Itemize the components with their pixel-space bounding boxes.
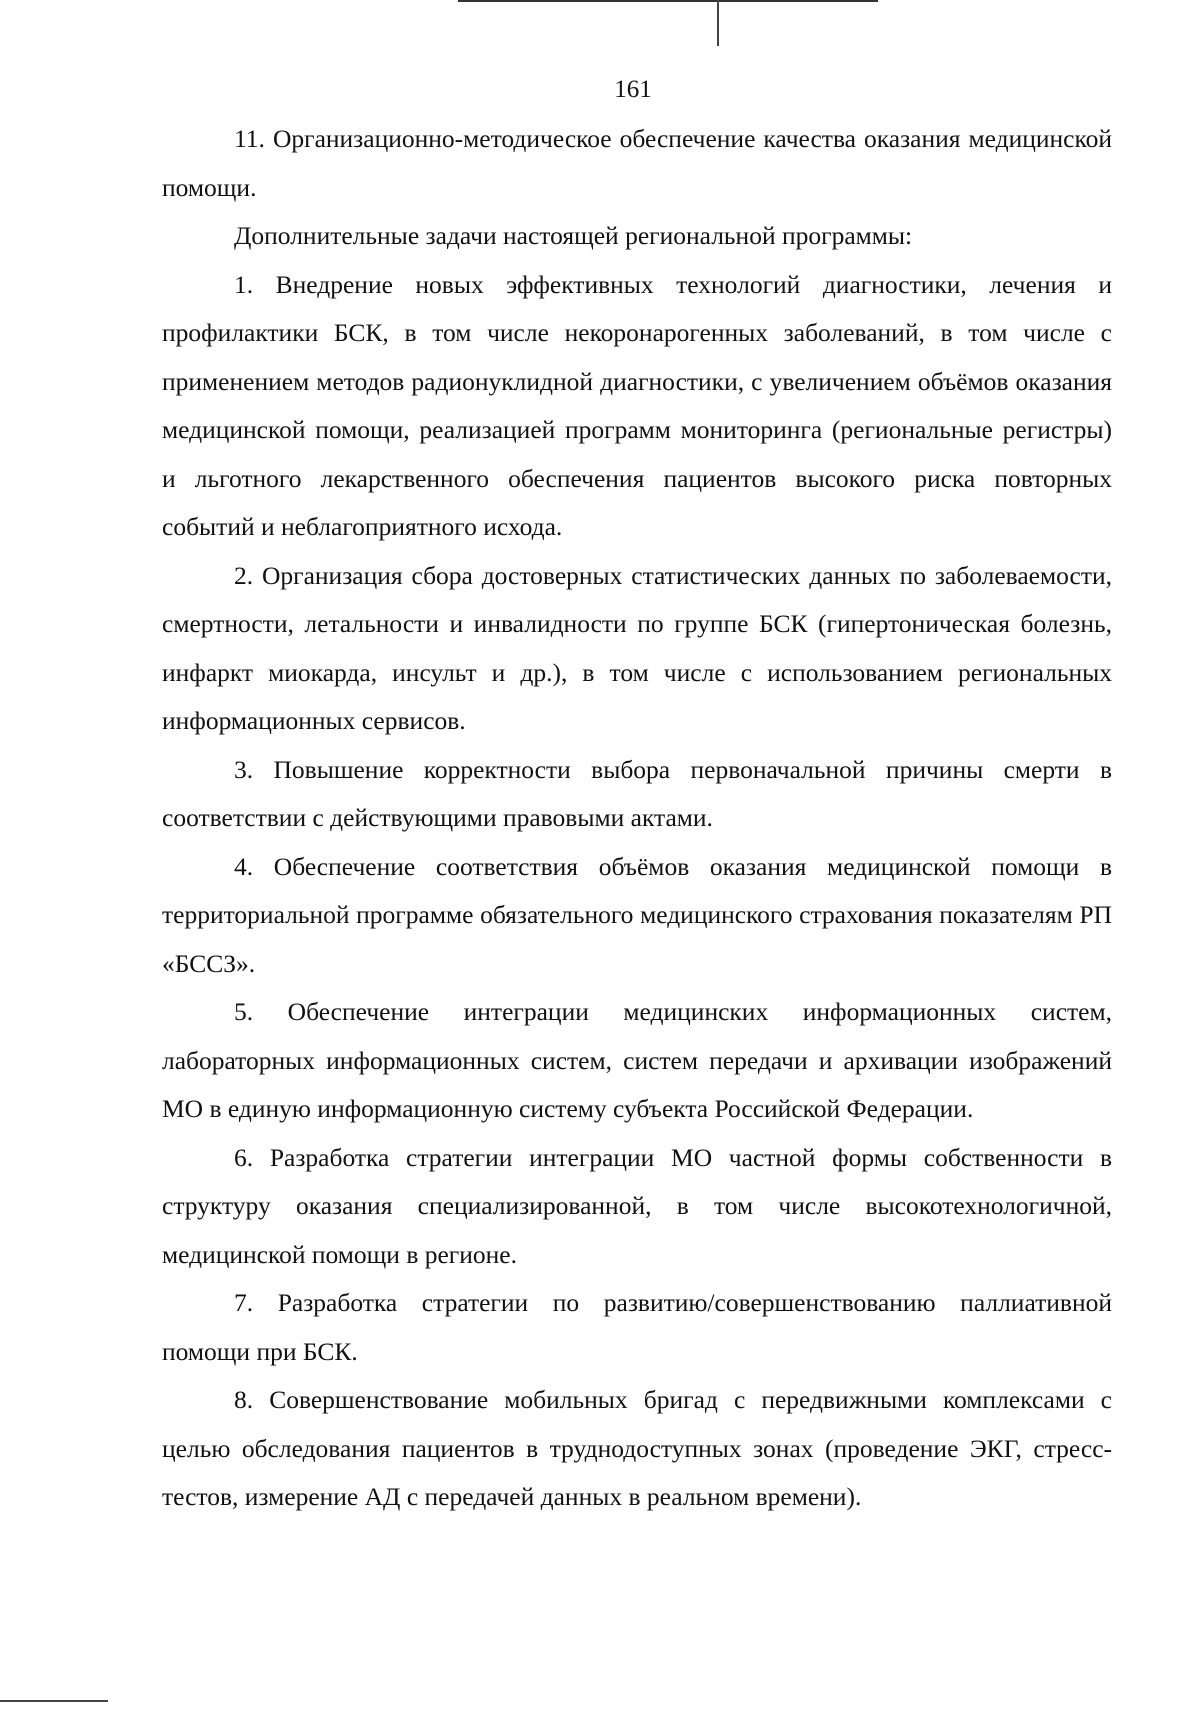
paragraph-additional-tasks-heading: Дополнительные задачи настоящей региональной программы: xyxy=(234,221,913,250)
paragraph-task-8: 8. Совершенствование мобильных бригад с передвижными комплексами с целью обследования пациентов в труднодоступных зонах (проведение ЭКГ, стресс-тестов, измерение АД с передачей данных в реальном времени). xyxy=(162,1385,1112,1511)
paragraph-task-6: 6. Разработка стратегии интеграции МО частной формы собственности в структуру оказания специализированной, в том числе высокотехнологичной, медицинской помощи в регионе. xyxy=(162,1142,1112,1269)
paragraph-task-4: 4. Обеспечение соответствия объёмов оказания медицинской помощи в территориальной программе обязательного медицинского страхования показателям РП «БССЗ». xyxy=(162,851,1112,978)
document-body xyxy=(162,115,1112,1522)
paragraph-task-1: 1. Внедрение новых эффективных технологий диагностики, лечения и профилактики БСК, в том числе некоронарогенных заболеваний, в том числе с применением методов радионуклидной диагностики, с увеличением объёмов оказания медицинской помощи, реализацией программ мониторинга (региональные регистры) и льготного лекарственного обеспечения пациентов высокого риска повторных событий и неблагоприятного исхода. xyxy=(162,269,1112,541)
paragraph-task-2: 2. Организация сбора достоверных статистических данных по заболеваемости, смертности, летальности и инвалидности по группе БСК (гипертоническая болезнь, инфаркт миокарда, инсульт и др.), в том числе с использованием региональных информационных сервисов. xyxy=(162,560,1112,735)
paragraph-task-7: 7. Разработка стратегии по развитию/совершенствованию паллиативной помощи при БСК. xyxy=(162,1288,1112,1366)
paragraph-item-11: 11. Организационно-методическое обеспечение качества оказания медицинской помощи. xyxy=(162,124,1112,202)
scan-bottom-rule xyxy=(0,1700,108,1702)
scan-top-tick xyxy=(717,0,719,46)
paragraph-task-5: 5. Обеспечение интеграции медицинских информационных систем, лабораторных информационных систем, систем передачи и архивации изображений МО в единую информационную систему субъекта Российской Федерации. xyxy=(162,997,1112,1123)
paragraph-task-3: 3. Повышение корректности выбора первоначальной причины смерти в соответствии с действующими правовыми актами. xyxy=(162,754,1112,832)
scan-top-rule xyxy=(458,0,878,2)
page-number: 161 xyxy=(614,76,652,103)
